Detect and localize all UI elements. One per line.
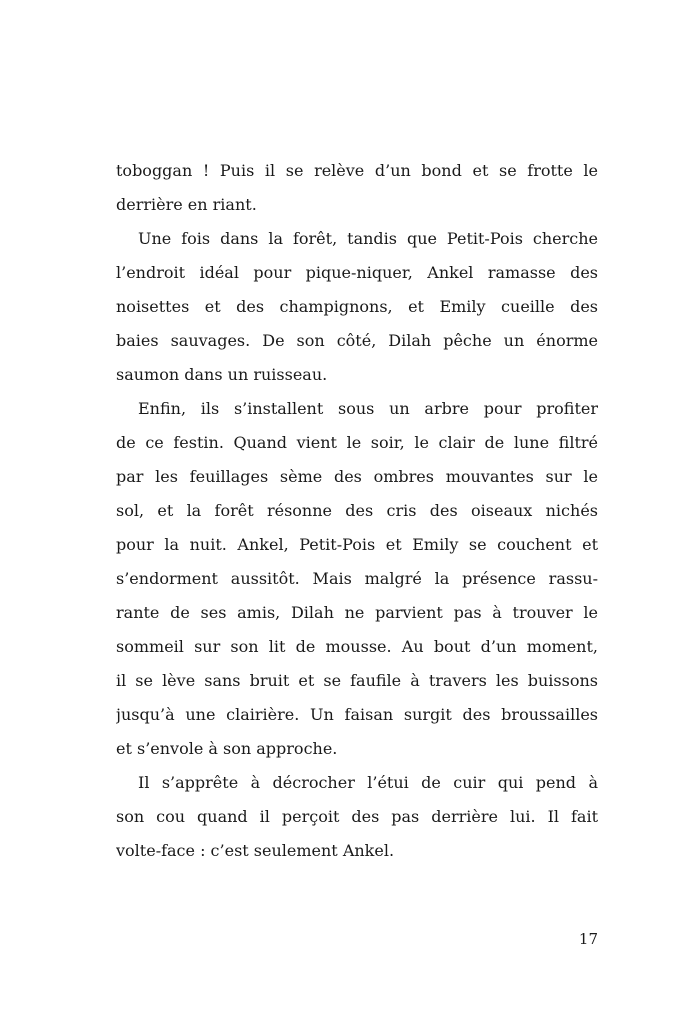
text-line: son cou quand il perçoit des pas derrière lui. Il fait xyxy=(116,807,598,826)
text-line: par les feuillages sème des ombres mouvantes sur le xyxy=(116,467,598,486)
text-line: s’endorment aussitôt. Mais malgré la présence rassu- xyxy=(116,569,598,588)
text-line: de ce festin. Quand vient le soir, le clair de lune filtré xyxy=(116,433,598,452)
text-line: sommeil sur son lit de mousse. Au bout d’un moment, xyxy=(116,637,598,656)
text-line: Il s’apprête à décrocher l’étui de cuir qui pend à xyxy=(138,773,598,792)
paragraph xyxy=(116,222,598,392)
page-body-text xyxy=(116,154,598,868)
paragraph xyxy=(116,766,598,868)
text-line: pour la nuit. Ankel, Petit-Pois et Emily se couchent et xyxy=(116,535,598,554)
text-line: baies sauvages. De son côté, Dilah pêche un énorme xyxy=(116,331,598,350)
text-line: et s’envole à son approche. xyxy=(116,739,338,758)
text-line: sol, et la forêt résonne des cris des oiseaux nichés xyxy=(116,501,598,520)
text-line: toboggan ! Puis il se relève d’un bond et se frotte le xyxy=(116,161,598,180)
text-line: volte-face : c’est seulement Ankel. xyxy=(116,841,395,860)
text-line: il se lève sans bruit et se faufile à travers les buissons xyxy=(116,671,598,690)
paragraph xyxy=(116,392,598,766)
text-line: noisettes et des champignons, et Emily cueille des xyxy=(116,297,598,316)
page-number: 17 xyxy=(578,930,598,948)
text-line: Enfin, ils s’installent sous un arbre pour profiter xyxy=(138,399,598,418)
text-line: Une fois dans la forêt, tandis que Petit-Pois cherche xyxy=(138,229,598,248)
text-line: l’endroit idéal pour pique-niquer, Ankel ramasse des xyxy=(116,263,598,282)
text-line: rante de ses amis, Dilah ne parvient pas à trouver le xyxy=(116,603,598,622)
text-line: jusqu’à une clairière. Un faisan surgit des broussailles xyxy=(116,705,598,724)
text-line: derrière en riant. xyxy=(116,195,257,214)
text-line: saumon dans un ruisseau. xyxy=(116,365,328,384)
paragraph xyxy=(116,154,598,222)
